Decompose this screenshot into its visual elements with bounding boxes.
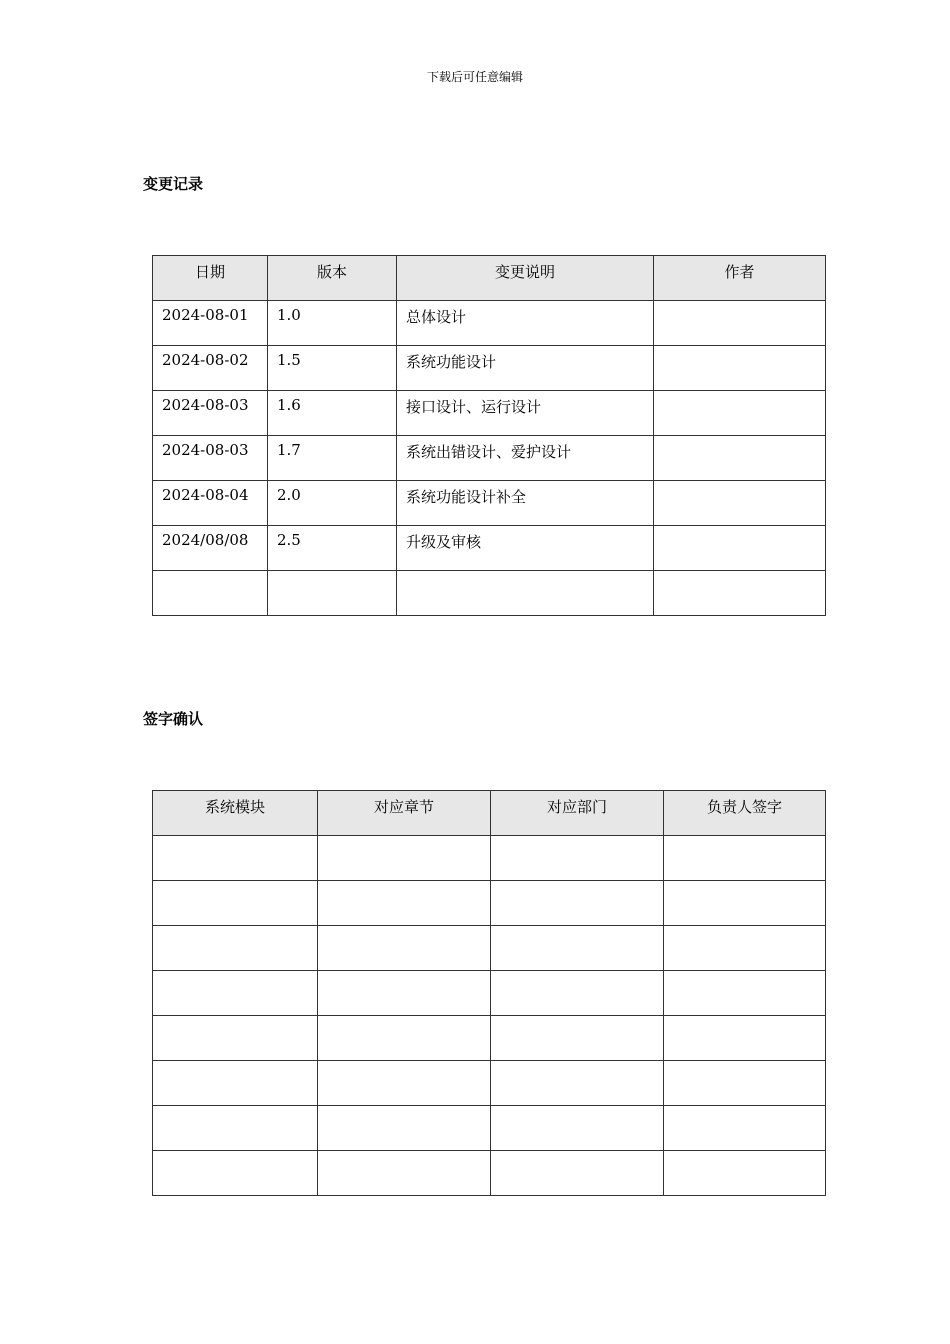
cell-module[interactable] bbox=[153, 881, 318, 926]
cell-description bbox=[397, 571, 654, 616]
cell-chapter[interactable] bbox=[318, 1151, 491, 1196]
cell-module[interactable] bbox=[153, 971, 318, 1016]
cell-description: 接口设计、运行设计 bbox=[397, 391, 654, 436]
table-row bbox=[153, 436, 826, 481]
cell-date bbox=[153, 571, 268, 616]
table-row bbox=[153, 481, 826, 526]
column-header-version: 版本 bbox=[268, 256, 397, 301]
column-header-signature: 负责人签字 bbox=[664, 791, 826, 836]
cell-chapter[interactable] bbox=[318, 836, 491, 881]
cell-description: 系统功能设计 bbox=[397, 346, 654, 391]
page-header: 下载后可任意编辑 bbox=[426, 70, 523, 84]
cell-signature[interactable] bbox=[664, 836, 826, 881]
cell-signature[interactable] bbox=[664, 926, 826, 971]
table-row bbox=[153, 391, 826, 436]
cell-author bbox=[654, 301, 826, 346]
cell-module[interactable] bbox=[153, 1106, 318, 1151]
cell-date: 2024-08-04 bbox=[153, 481, 268, 526]
table-row bbox=[153, 301, 826, 346]
change-table-header-row bbox=[153, 256, 826, 301]
column-header-module: 系统模块 bbox=[153, 791, 318, 836]
column-header-chapter: 对应章节 bbox=[318, 791, 491, 836]
column-header-description: 变更说明 bbox=[397, 256, 654, 301]
cell-signature[interactable] bbox=[664, 881, 826, 926]
cell-chapter[interactable] bbox=[318, 1016, 491, 1061]
cell-author bbox=[654, 391, 826, 436]
signature-table bbox=[152, 790, 826, 1196]
cell-signature[interactable] bbox=[664, 1151, 826, 1196]
cell-author bbox=[654, 436, 826, 481]
table-row bbox=[153, 526, 826, 571]
cell-date: 2024/08/08 bbox=[153, 526, 268, 571]
table-row bbox=[153, 1106, 826, 1151]
cell-signature[interactable] bbox=[664, 1016, 826, 1061]
cell-module[interactable] bbox=[153, 1016, 318, 1061]
cell-version: 2.0 bbox=[268, 481, 397, 526]
table-row bbox=[153, 926, 826, 971]
cell-description: 升级及审核 bbox=[397, 526, 654, 571]
table-row bbox=[153, 1151, 826, 1196]
table-row bbox=[153, 1061, 826, 1106]
cell-signature[interactable] bbox=[664, 971, 826, 1016]
table-row bbox=[153, 346, 826, 391]
cell-department[interactable] bbox=[491, 1106, 664, 1151]
cell-department[interactable] bbox=[491, 971, 664, 1016]
cell-department[interactable] bbox=[491, 1061, 664, 1106]
table-row bbox=[153, 971, 826, 1016]
change-record-title: 变更记录 bbox=[143, 175, 204, 193]
column-header-author: 作者 bbox=[654, 256, 826, 301]
cell-module[interactable] bbox=[153, 926, 318, 971]
cell-module[interactable] bbox=[153, 836, 318, 881]
column-header-date: 日期 bbox=[153, 256, 268, 301]
cell-department[interactable] bbox=[491, 836, 664, 881]
cell-description: 总体设计 bbox=[397, 301, 654, 346]
cell-signature[interactable] bbox=[664, 1061, 826, 1106]
table-row bbox=[153, 571, 826, 616]
cell-chapter[interactable] bbox=[318, 971, 491, 1016]
cell-chapter[interactable] bbox=[318, 881, 491, 926]
table-row bbox=[153, 1016, 826, 1061]
cell-chapter[interactable] bbox=[318, 1061, 491, 1106]
cell-department[interactable] bbox=[491, 1151, 664, 1196]
cell-date: 2024-08-02 bbox=[153, 346, 268, 391]
cell-chapter[interactable] bbox=[318, 1106, 491, 1151]
cell-version: 1.5 bbox=[268, 346, 397, 391]
cell-description: 系统出错设计、爱护设计 bbox=[397, 436, 654, 481]
cell-department[interactable] bbox=[491, 881, 664, 926]
cell-date: 2024-08-03 bbox=[153, 436, 268, 481]
cell-module[interactable] bbox=[153, 1151, 318, 1196]
table-row bbox=[153, 881, 826, 926]
column-header-department: 对应部门 bbox=[491, 791, 664, 836]
cell-chapter[interactable] bbox=[318, 926, 491, 971]
signature-confirm-title: 签字确认 bbox=[143, 710, 204, 728]
cell-module[interactable] bbox=[153, 1061, 318, 1106]
change-record-table bbox=[152, 255, 826, 616]
cell-author bbox=[654, 571, 826, 616]
cell-department[interactable] bbox=[491, 926, 664, 971]
cell-version: 2.5 bbox=[268, 526, 397, 571]
cell-author bbox=[654, 346, 826, 391]
cell-version bbox=[268, 571, 397, 616]
cell-date: 2024-08-03 bbox=[153, 391, 268, 436]
cell-department[interactable] bbox=[491, 1016, 664, 1061]
cell-version: 1.0 bbox=[268, 301, 397, 346]
cell-date: 2024-08-01 bbox=[153, 301, 268, 346]
cell-author bbox=[654, 481, 826, 526]
cell-version: 1.6 bbox=[268, 391, 397, 436]
cell-signature[interactable] bbox=[664, 1106, 826, 1151]
cell-author bbox=[654, 526, 826, 571]
table-row bbox=[153, 836, 826, 881]
cell-version: 1.7 bbox=[268, 436, 397, 481]
cell-description: 系统功能设计补全 bbox=[397, 481, 654, 526]
sign-table-header-row bbox=[153, 791, 826, 836]
